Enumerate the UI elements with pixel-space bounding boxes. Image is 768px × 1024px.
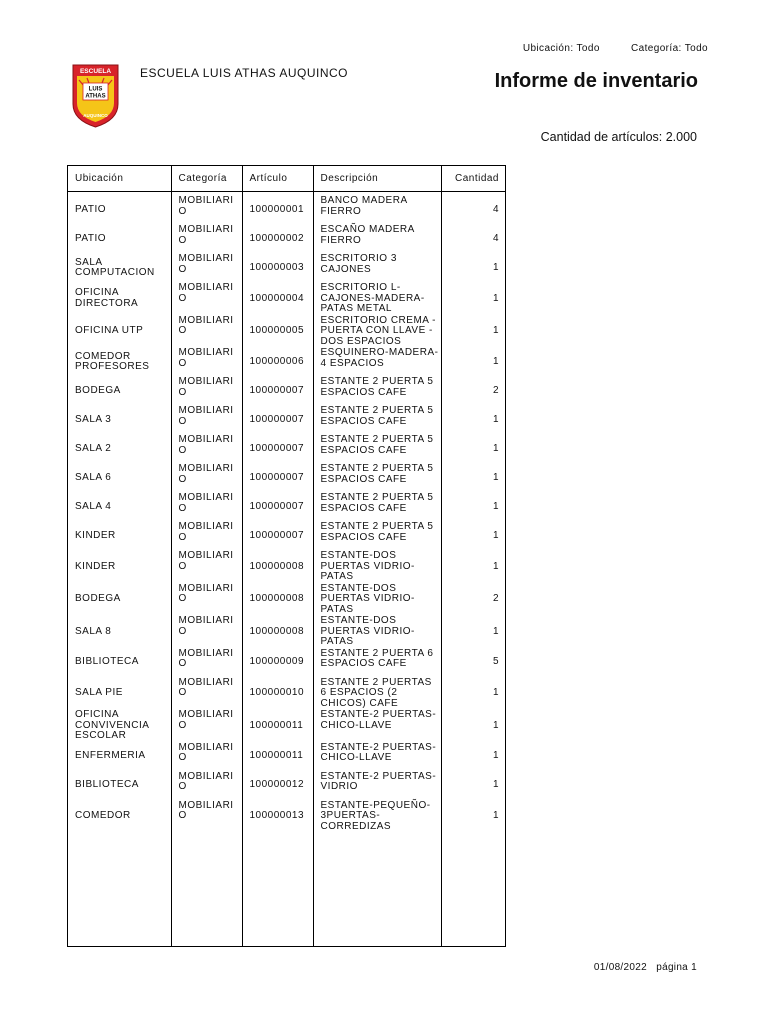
- cell-articulo: 100000007: [242, 405, 313, 434]
- table-row: [68, 800, 505, 833]
- cell-cantidad: 1: [492, 261, 499, 273]
- header-cantidad: Cantidad: [441, 166, 505, 192]
- cell-articulo: 100000010: [242, 677, 313, 710]
- cell-cantidad: 1: [492, 413, 499, 425]
- cell-descripcion: ESTANTE-DOS PUERTAS VIDRIO-PATAS: [313, 583, 441, 616]
- cell-articulo: 100000004: [242, 282, 313, 315]
- cell-articulo: 100000007: [242, 521, 313, 550]
- cell-descripcion: BANCO MADERA FIERRO: [313, 192, 441, 225]
- page-footer: [594, 962, 697, 973]
- cell-ubicacion: OFICINA DIRECTORA: [68, 282, 171, 315]
- cell-ubicacion: BIBLIOTECA: [68, 648, 171, 677]
- cell-articulo: 100000005: [242, 315, 313, 348]
- header-ubicacion: Ubicación: [68, 166, 171, 192]
- cell-articulo: 100000013: [242, 800, 313, 833]
- logo-bottom-text: AUQUINCO: [83, 113, 108, 118]
- cell-cantidad: 1: [492, 529, 499, 541]
- table-row: [68, 405, 505, 434]
- cell-articulo: 100000007: [242, 376, 313, 405]
- cell-categoria: MOBILIARIO: [171, 492, 242, 521]
- cell-descripcion: ESTANTE 2 PUERTAS 6 ESPACIOS (2 CHICOS) CAFE: [313, 677, 441, 710]
- cell-cantidad: 4: [492, 232, 499, 244]
- cell-cantidad: 1: [492, 750, 499, 762]
- table-header-row: [68, 166, 505, 192]
- cell-ubicacion: COMEDOR: [68, 800, 171, 833]
- cell-cantidad: 1: [492, 719, 499, 731]
- header-categoria: Categoría: [171, 166, 242, 192]
- cell-descripcion: ESTANTE-2 PUERTAS-VIDRIO: [313, 771, 441, 800]
- table-row: [68, 550, 505, 583]
- cell-articulo: 100000011: [242, 709, 313, 742]
- cell-descripcion: ESTANTE 2 PUERTA 5 ESPACIOS CAFE: [313, 376, 441, 405]
- cell-cantidad: 1: [492, 442, 499, 454]
- cell-categoria: MOBILIARIO: [171, 253, 242, 282]
- cell-cantidad: 1: [492, 687, 499, 698]
- cell-articulo: 100000011: [242, 742, 313, 771]
- cell-descripcion: ESCRITORIO L-CAJONES-MADERA-PATAS METAL: [313, 282, 441, 315]
- cell-ubicacion: SALA 6: [68, 463, 171, 492]
- cell-descripcion: ESTANTE 2 PUERTA 5 ESPACIOS CAFE: [313, 492, 441, 521]
- school-name: ESCUELA LUIS ATHAS AUQUINCO: [140, 66, 349, 80]
- cell-categoria: MOBILIARIO: [171, 550, 242, 583]
- cell-articulo: 100000008: [242, 615, 313, 648]
- item-count: Cantidad de artículos: 2.000: [540, 130, 697, 144]
- cell-cantidad: 1: [492, 625, 499, 637]
- table-row: [68, 434, 505, 463]
- cell-descripcion: ESTANTE 2 PUERTA 5 ESPACIOS CAFE: [313, 405, 441, 434]
- filler-cell: [313, 832, 441, 946]
- cell-articulo: 100000003: [242, 253, 313, 282]
- cell-categoria: MOBILIARIO: [171, 742, 242, 771]
- table-row: [68, 648, 505, 677]
- table-row: [68, 709, 505, 742]
- filler-cell: [171, 832, 242, 946]
- cell-ubicacion: SALA 4: [68, 492, 171, 521]
- cell-ubicacion: PATIO: [68, 192, 171, 225]
- cell-ubicacion: BODEGA: [68, 376, 171, 405]
- table-row: [68, 463, 505, 492]
- logo-mid-text-2: ATHAS: [85, 93, 106, 100]
- filler-cell: [68, 832, 171, 946]
- cell-categoria: MOBILIARIO: [171, 224, 242, 253]
- header-descripcion: Descripción: [313, 166, 441, 192]
- footer-page: página 1: [656, 962, 697, 973]
- table-row: [68, 192, 505, 225]
- cell-articulo: 100000001: [242, 192, 313, 225]
- cell-articulo: 100000008: [242, 583, 313, 616]
- cell-categoria: MOBILIARIO: [171, 282, 242, 315]
- cell-categoria: MOBILIARIO: [171, 405, 242, 434]
- cell-descripcion: ESCAÑO MADERA FIERRO: [313, 224, 441, 253]
- cell-cantidad: 4: [492, 203, 499, 215]
- cell-categoria: MOBILIARIO: [171, 434, 242, 463]
- cell-categoria: MOBILIARIO: [171, 192, 242, 225]
- cell-ubicacion: KINDER: [68, 550, 171, 583]
- report-title: Informe de inventario: [494, 70, 698, 92]
- table-row: [68, 224, 505, 253]
- cell-descripcion: ESQUINERO-MADERA-4 ESPACIOS: [313, 347, 441, 376]
- table-row: [68, 376, 505, 405]
- cell-cantidad: 2: [492, 593, 499, 604]
- cell-cantidad: 1: [492, 779, 499, 791]
- cell-categoria: MOBILIARIO: [171, 463, 242, 492]
- cell-ubicacion: SALA 8: [68, 615, 171, 648]
- cell-categoria: MOBILIARIO: [171, 347, 242, 376]
- cell-ubicacion: OFICINA CONVIVENCIA ESCOLAR: [68, 709, 171, 742]
- cell-cantidad: 1: [492, 355, 499, 367]
- cell-cantidad: 1: [492, 560, 499, 572]
- cell-ubicacion: COMEDOR PROFESORES: [68, 347, 171, 376]
- cell-articulo: 100000012: [242, 771, 313, 800]
- cell-descripcion: ESTANTE-DOS PUERTAS VIDRIO-PATAS: [313, 550, 441, 583]
- table-row: [68, 521, 505, 550]
- cell-cantidad: 1: [492, 325, 499, 336]
- table-row: [68, 492, 505, 521]
- cell-ubicacion: SALA 2: [68, 434, 171, 463]
- cell-cantidad: 1: [492, 500, 499, 512]
- cell-categoria: MOBILIARIO: [171, 800, 242, 833]
- table-row: [68, 282, 505, 315]
- cell-ubicacion: SALA 3: [68, 405, 171, 434]
- table-row: [68, 615, 505, 648]
- cell-descripcion: ESTANTE 2 PUERTA 5 ESPACIOS CAFE: [313, 434, 441, 463]
- cell-descripcion: ESTANTE-DOS PUERTAS VIDRIO-PATAS: [313, 615, 441, 648]
- cell-cantidad: 1: [492, 810, 499, 821]
- cell-descripcion: ESTANTE-PEQUEÑO-3PUERTAS-CORREDIZAS: [313, 800, 441, 833]
- table-filler-row: [68, 832, 505, 946]
- cell-ubicacion: SALA PIE: [68, 677, 171, 710]
- cell-categoria: MOBILIARIO: [171, 315, 242, 348]
- cell-descripcion: ESTANTE 2 PUERTA 5 ESPACIOS CAFE: [313, 521, 441, 550]
- table-row: [68, 677, 505, 710]
- cell-ubicacion: PATIO: [68, 224, 171, 253]
- cell-descripcion: ESCRITORIO CREMA - PUERTA CON LLAVE - DOS ESPACIOS: [313, 315, 441, 348]
- cell-articulo: 100000006: [242, 347, 313, 376]
- logo-mid-text-1: LUIS: [88, 86, 103, 93]
- cell-cantidad: 1: [492, 471, 499, 483]
- cell-descripcion: ESTANTE 2 PUERTA 5 ESPACIOS CAFE: [313, 463, 441, 492]
- cell-ubicacion: KINDER: [68, 521, 171, 550]
- cell-articulo: 100000007: [242, 434, 313, 463]
- inventory-table: [68, 166, 505, 946]
- location-filter: Ubicación: Todo: [522, 43, 600, 54]
- cell-categoria: MOBILIARIO: [171, 615, 242, 648]
- cell-ubicacion: OFICINA UTP: [68, 315, 171, 348]
- cell-articulo: 100000007: [242, 463, 313, 492]
- table-row: [68, 583, 505, 616]
- cell-articulo: 100000009: [242, 648, 313, 677]
- table-row: [68, 253, 505, 282]
- cell-articulo: 100000002: [242, 224, 313, 253]
- cell-categoria: MOBILIARIO: [171, 583, 242, 616]
- table-row: [68, 315, 505, 348]
- cell-categoria: MOBILIARIO: [171, 677, 242, 710]
- cell-categoria: MOBILIARIO: [171, 709, 242, 742]
- cell-cantidad: 2: [492, 384, 499, 396]
- cell-categoria: MOBILIARIO: [171, 771, 242, 800]
- report-filters: [0, 43, 708, 54]
- filler-cell: [441, 832, 505, 946]
- cell-descripcion: ESTANTE-2 PUERTAS-CHICO-LLAVE: [313, 709, 441, 742]
- school-logo: [71, 64, 120, 128]
- cell-categoria: MOBILIARIO: [171, 521, 242, 550]
- cell-articulo: 100000008: [242, 550, 313, 583]
- cell-ubicacion: ENFERMERIA: [68, 742, 171, 771]
- cell-articulo: 100000007: [242, 492, 313, 521]
- cell-ubicacion: SALA COMPUTACION: [68, 253, 171, 282]
- logo-top-text: ESCUELA: [79, 68, 112, 75]
- cell-categoria: MOBILIARIO: [171, 648, 242, 677]
- footer-date: 01/08/2022: [593, 962, 647, 973]
- table-row: [68, 771, 505, 800]
- cell-descripcion: ESTANTE 2 PUERTA 6 ESPACIOS CAFE: [313, 648, 441, 677]
- category-filter: Categoría: Todo: [631, 43, 708, 54]
- table-row: [68, 742, 505, 771]
- inventory-table-frame: [67, 165, 506, 947]
- cell-descripcion: ESCRITORIO 3 CAJONES: [313, 253, 441, 282]
- cell-cantidad: 1: [492, 292, 499, 304]
- filler-cell: [242, 832, 313, 946]
- cell-descripcion: ESTANTE-2 PUERTAS-CHICO-LLAVE: [313, 742, 441, 771]
- table-row: [68, 347, 505, 376]
- cell-ubicacion: BODEGA: [68, 583, 171, 616]
- cell-ubicacion: BIBLIOTECA: [68, 771, 171, 800]
- cell-categoria: MOBILIARIO: [171, 376, 242, 405]
- header-articulo: Artículo: [242, 166, 313, 192]
- cell-cantidad: 5: [492, 656, 499, 668]
